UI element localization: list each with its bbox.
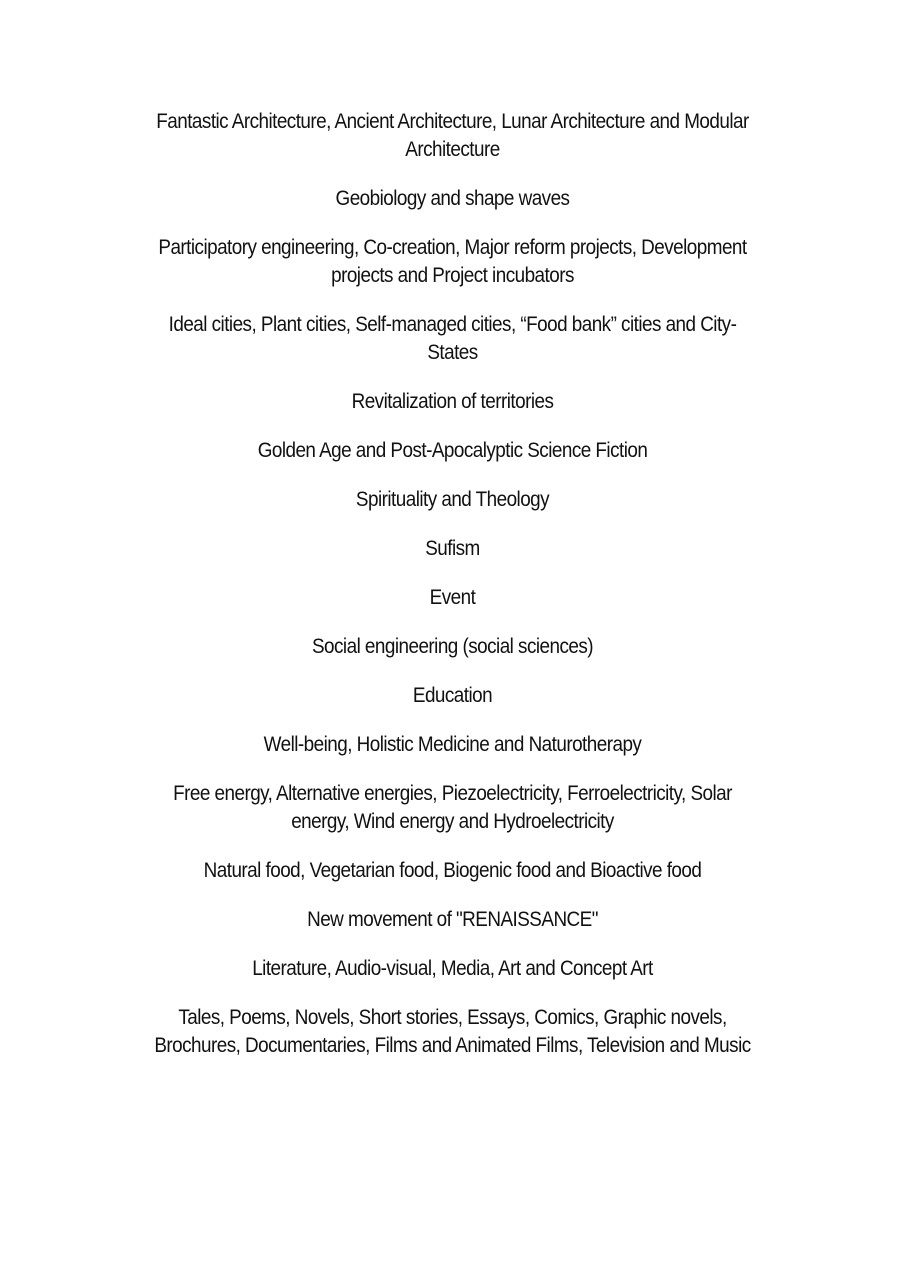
topic-line: Fantastic Architecture, Ancient Architecture, Lunar Architecture and Modular Architecture (156, 110, 749, 161)
topic-line: Social engineering (social sciences) (311, 635, 594, 658)
topic-line: Participatory engineering, Co-creation, Major reform projects, Development projects and Project incubators (158, 236, 747, 287)
topic-line: Well-being, Holistic Medicine and Naturotherapy (263, 733, 642, 756)
topic-line: Spirituality and Theology (355, 488, 550, 511)
topic-line: Natural food, Vegetarian food, Biogenic food and Bioactive food (203, 859, 702, 882)
topic-line: Free energy, Alternative energies, Piezoelectricity, Ferroelectricity, Solar energy, Wind energy and Hydroelectricity (173, 782, 732, 833)
topic-line: Education (412, 684, 493, 707)
topic-line: Golden Age and Post-Apocalyptic Science Fiction (257, 439, 648, 462)
topic-line: Geobiology and shape waves (335, 187, 570, 210)
topic-line: Tales, Poems, Novels, Short stories, Essays, Comics, Graphic novels, Brochures, Documentaries, Films and Animated Films, Television and Music (154, 1006, 751, 1057)
topic-line: Event (429, 586, 476, 609)
topic-line: Literature, Audio-visual, Media, Art and Concept Art (252, 957, 653, 980)
topic-line: Revitalization of territories (351, 390, 554, 413)
topic-line: New movement of "RENAISSANCE" (307, 908, 598, 931)
topic-line: Ideal cities, Plant cities, Self-managed cities, “Food bank” cities and City-States (168, 313, 737, 364)
document-page (110, 108, 795, 1081)
topic-line: Sufism (425, 537, 480, 560)
